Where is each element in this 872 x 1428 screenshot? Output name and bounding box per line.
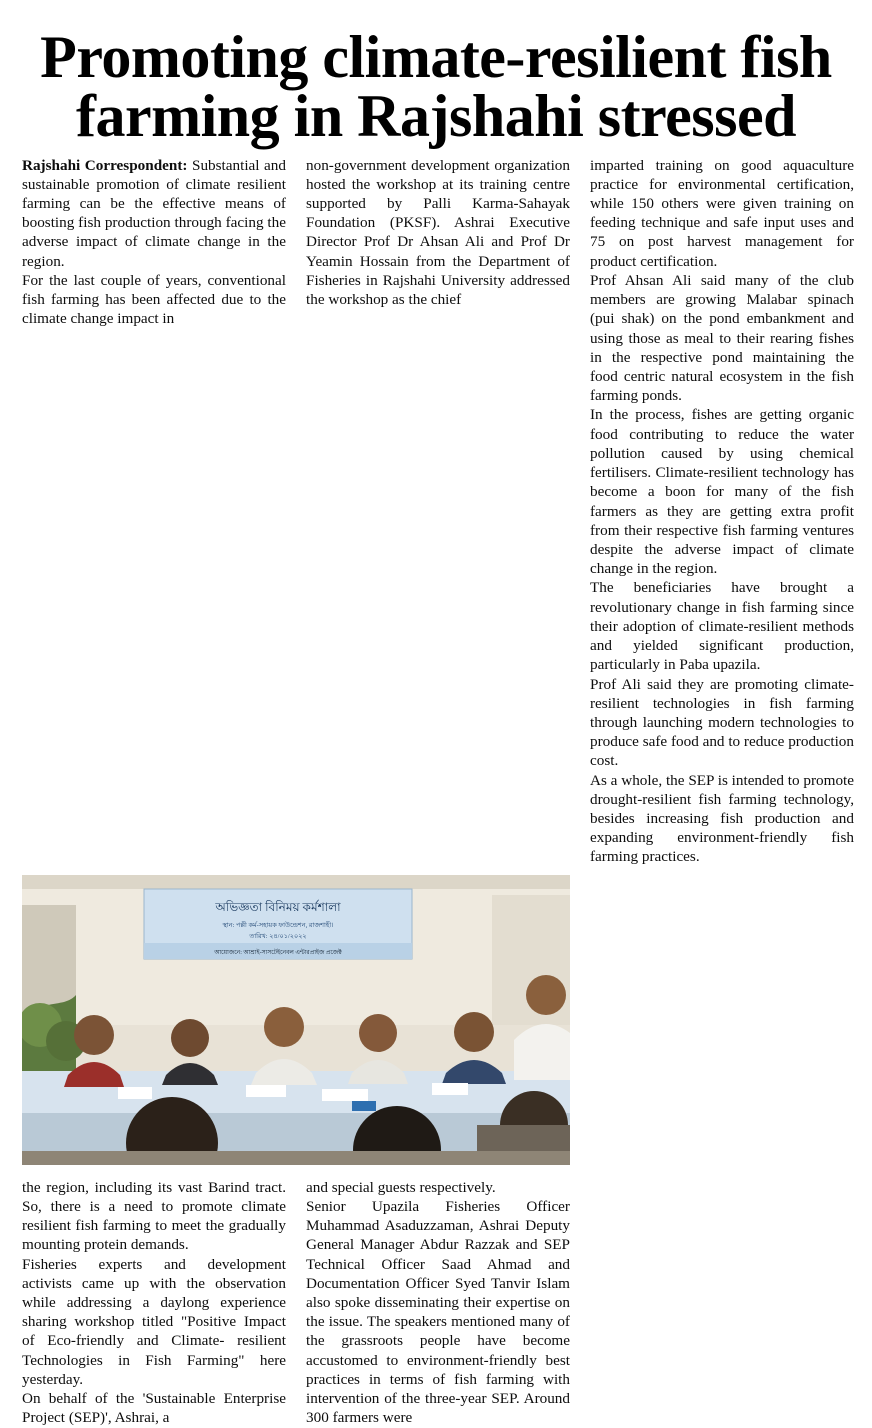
headline-line-2: farming in Rajshahi stressed [76,82,796,149]
page-title [22,24,850,149]
article-photo [22,875,570,1165]
column-1-top-text: Substantial and sustainable promotion of climate resilient farming can be the effective means of boosting fish production through facing the adverse impact of climate change in the region. For the last couple of years, conventional fish farming has been affected due to the climate change impact in [22,156,286,328]
byline: Rajshahi Correspondent: [22,156,188,174]
column-3 [590,156,854,867]
column-2-top-text: non-government development organization hosted the workshop at its training centre supported by Palli Karma-Sahayak Foundation (PKSF). Ashrai Executive Director Prof Dr Ahsan Ali and Prof Dr Yeamin Hossain from the Department of Fisheries in Rajshahi University addressed the workshop as the chief [306,156,570,309]
photo-row [22,867,850,1174]
svg-text:আয়োজনে: আশ্রাই-সাসটেইনেবল এন্: আয়োজনে: আশ্রাই-সাসটেইনেবল এন্টারপ্রাইজ প্রজেক্ট [214,949,342,956]
paragraph-lead [22,156,286,329]
svg-text:স্থান: পল্লী কর্ম-সহায়ক ফাউন্: স্থান: পল্লী কর্ম-সহায়ক ফাউন্ডেশন, রাজশাহী। [222,921,334,929]
workshop-photo-illustration [22,875,570,1165]
headline-line-1: Promoting climate-resilient fish [40,24,832,90]
column-1-bottom-text: the region, including its vast Barind tract. So, there is a need to promote climate resilient fish farming to meet the gradually mounting protein demands. Fisheries experts and development activists came up with the observation while addressing a daylong experience sharing workshop titled "Positive Impact of Eco-friendly and Climate- resilient Technologies in Fish Farming" here yesterday. On behalf of the 'Sustainable Enterprise Project (SEP)', Ashrai, a [22,1178,286,1427]
column-2-top [306,156,570,867]
svg-text:তারিখ: ২৪/০১/২০২২: তারিখ: ২৪/০১/২০২২ [249,932,307,940]
column-1-bottom [22,1178,286,1428]
column-2-bottom-text: and special guests respectively. Senior Upazila Fisheries Officer Muhammad Asaduzzaman, Ashrai Deputy General Manager Abdur Razzak and SEP Technical Officer Saad Ahmad and Documentation Officer Syed Tanvir Islam also spoke disseminating their expertise on the issue. The speakers mentioned many of the grassroots people have become accustomed to environment-friendly best practices in terms of fish farming with intervention of the three-year SEP. Around 300 farmers were [306,1178,570,1427]
article-top-columns [22,156,854,867]
column-1-top [22,156,286,867]
column-3-text: imparted training on good aquaculture practice for environmental certification, while 150 others were given training on feeding technique and safe input uses and 75 on post harvest management for product certification. Prof Ahsan Ali said many of the club members are growing Malabar spinach (pui shak) on the pond embankment and using those as meal to their rearing fishes in the respective pond maintaining the food centric natural ecosystem in the fish farming ponds. In the process, fishes are getting organic food contributing to reduce the water pollution caused by using chemical fertilisers. Climate-resilient technology has become a boon for many of the fish farmers as they are getting extra profit from their respective fish farming ventures despite the adverse impact of climate change in the region. The beneficiaries have brought a revolutionary change in fish farming since their adoption of climate-resilient methods and yielded significant production, particularly in Paba upazila. Prof Ali said they are promoting climate-resilient technologies in fish farming through launching modern technologies to produce safe food and to reduce production cost. As a whole, the SEP is intended to promote drought-resilient fish farming technology, besides increasing fish production and expanding environment-friendly fish farming practices. [590,156,854,866]
svg-text:অভিজ্ঞতা বিনিময় কর্মশালা: অভিজ্ঞতা বিনিময় কর্মশালা [215,899,341,914]
column-2-bottom [306,1178,570,1428]
article-bottom-columns [22,1178,850,1428]
